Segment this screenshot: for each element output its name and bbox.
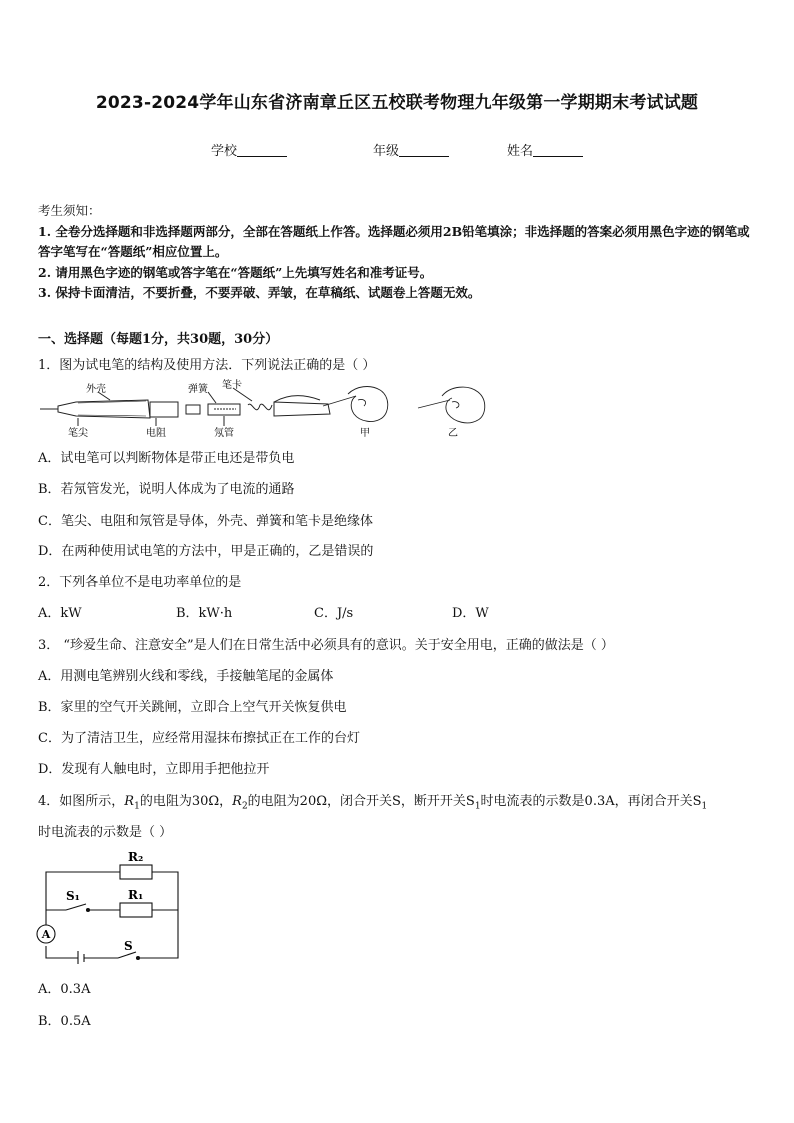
- notice-header: 考生须知：: [38, 203, 101, 218]
- q2-option-c[interactable]: C．J/s: [314, 606, 354, 621]
- q2-option-a[interactable]: A．kW: [38, 606, 82, 621]
- r1-resistor: [120, 903, 152, 917]
- grade-field[interactable]: [373, 140, 449, 159]
- label-jia: 甲: [360, 428, 370, 439]
- q3-option-c[interactable]: C．为了清洁卫生，应经常用湿抹布擦拭正在工作的台灯: [38, 731, 360, 746]
- q4-r1: R: [124, 794, 135, 809]
- q4-stem-d: 时电流表的示数是0.3A，再闭合开关S: [480, 794, 702, 809]
- grade-label: 年级: [373, 144, 400, 159]
- q4-stem: [38, 790, 707, 812]
- q4-stem-c: 的电阻为20Ω，闭合开关S，断开开关S: [247, 794, 475, 809]
- label-spring: 弹簧: [188, 384, 208, 395]
- q4-stem-b: 的电阻为30Ω，: [139, 794, 233, 809]
- notice-item-2: 2. 请用黑色字迹的钢笔或答字笔在“答题纸”上先填写姓名和准考证号。: [38, 264, 433, 280]
- section-title: 一、选择题（每题1分，共30题，30分）: [38, 332, 279, 347]
- r2-label: R₂: [128, 850, 144, 864]
- q4-sub3: 1: [474, 801, 481, 812]
- test-pen-diagram: [40, 388, 330, 426]
- label-neon: 氖管: [214, 428, 234, 439]
- q4-option-a[interactable]: A．0.3A: [38, 982, 91, 997]
- school-blank[interactable]: [237, 144, 287, 157]
- school-field[interactable]: [211, 140, 287, 159]
- grade-blank[interactable]: [399, 144, 449, 157]
- q1-option-b[interactable]: B．若氖管发光，说明人体成为了电流的通路: [38, 482, 295, 497]
- q4-option-b[interactable]: B．0.5A: [38, 1014, 91, 1029]
- q1-figure: [38, 378, 498, 440]
- q3-option-b[interactable]: B．家里的空气开关跳闸，立即合上空气开关恢复供电: [38, 700, 347, 715]
- label-resistor: 电阻: [146, 428, 166, 439]
- label-shell: 外壳: [86, 384, 106, 395]
- label-clip: 笔卡: [222, 380, 242, 391]
- s1-label: S₁: [66, 889, 80, 903]
- ammeter-label: A: [41, 928, 51, 941]
- q1-option-c[interactable]: C．笔尖、电阻和氖管是导体，外壳、弹簧和笔卡是绝缘体: [38, 514, 373, 529]
- q4-r2: R: [232, 794, 242, 809]
- label-yi: 乙: [448, 428, 458, 439]
- q3-stem: 3． “珍爱生命、注意安全”是人们在日常生活中必须具有的意识。关于安全用电，正确的做法是（ ）: [38, 638, 614, 653]
- s-label: S: [124, 939, 133, 953]
- notice-item-1: 1. 全卷分选择题和非选择题两部分，全部在答题纸上作答。选择题必须用2B铅笔填涂；非选择题的答案必须用黑色字迹的钢笔或答字笔写在“答题纸”相应位置上。: [38, 223, 750, 259]
- label-tip: 笔尖: [68, 428, 88, 439]
- hand-jia-illustration: [323, 387, 388, 422]
- q1-option-d[interactable]: D．在两种使用试电笔的方法中，甲是正确的，乙是错误的: [38, 544, 374, 559]
- s1-switch: [66, 904, 86, 910]
- hand-yi-illustration: [418, 387, 485, 423]
- q3-option-d[interactable]: D．发现有人触电时，立即用手把他拉开: [38, 762, 270, 777]
- q2-option-d[interactable]: D．W: [452, 606, 489, 621]
- r2-resistor: [120, 865, 152, 879]
- r1-label: R₁: [128, 888, 144, 902]
- page-title: 2023-2024学年山东省济南章丘区五校联考物理九年级第一学期期末考试试题: [95, 93, 699, 113]
- q4-circuit-diagram: [34, 848, 194, 964]
- q4-sub4: 1: [701, 801, 708, 812]
- name-blank[interactable]: [533, 144, 583, 157]
- school-label: 学校: [211, 144, 238, 159]
- q4-sub2: 2: [241, 801, 248, 812]
- name-field[interactable]: [507, 140, 583, 159]
- notice-item-3: 3. 保持卡面清洁，不要折叠，不要弄破、弄皱，在草稿纸、试题卷上答题无效。: [38, 285, 481, 300]
- q4-stem-a: 4．如图所示，: [38, 794, 125, 809]
- q2-option-b[interactable]: B．kW·h: [176, 606, 233, 621]
- name-label: 姓名: [507, 144, 534, 159]
- notice-block: [38, 201, 758, 304]
- q4-sub1: 1: [134, 801, 140, 812]
- q1-option-a[interactable]: A．试电笔可以判断物体是带正电还是带负电: [38, 451, 295, 466]
- q3-option-a[interactable]: A．用测电笔辨别火线和零线，手接触笔尾的金属体: [38, 669, 334, 684]
- q1-stem: 1．图为试电笔的结构及使用方法．下列说法正确的是（ ）: [38, 358, 376, 373]
- q4-stem-line2: 时电流表的示数是（ ）: [38, 825, 173, 840]
- q2-stem: 2．下列各单位不是电功率单位的是: [38, 575, 242, 590]
